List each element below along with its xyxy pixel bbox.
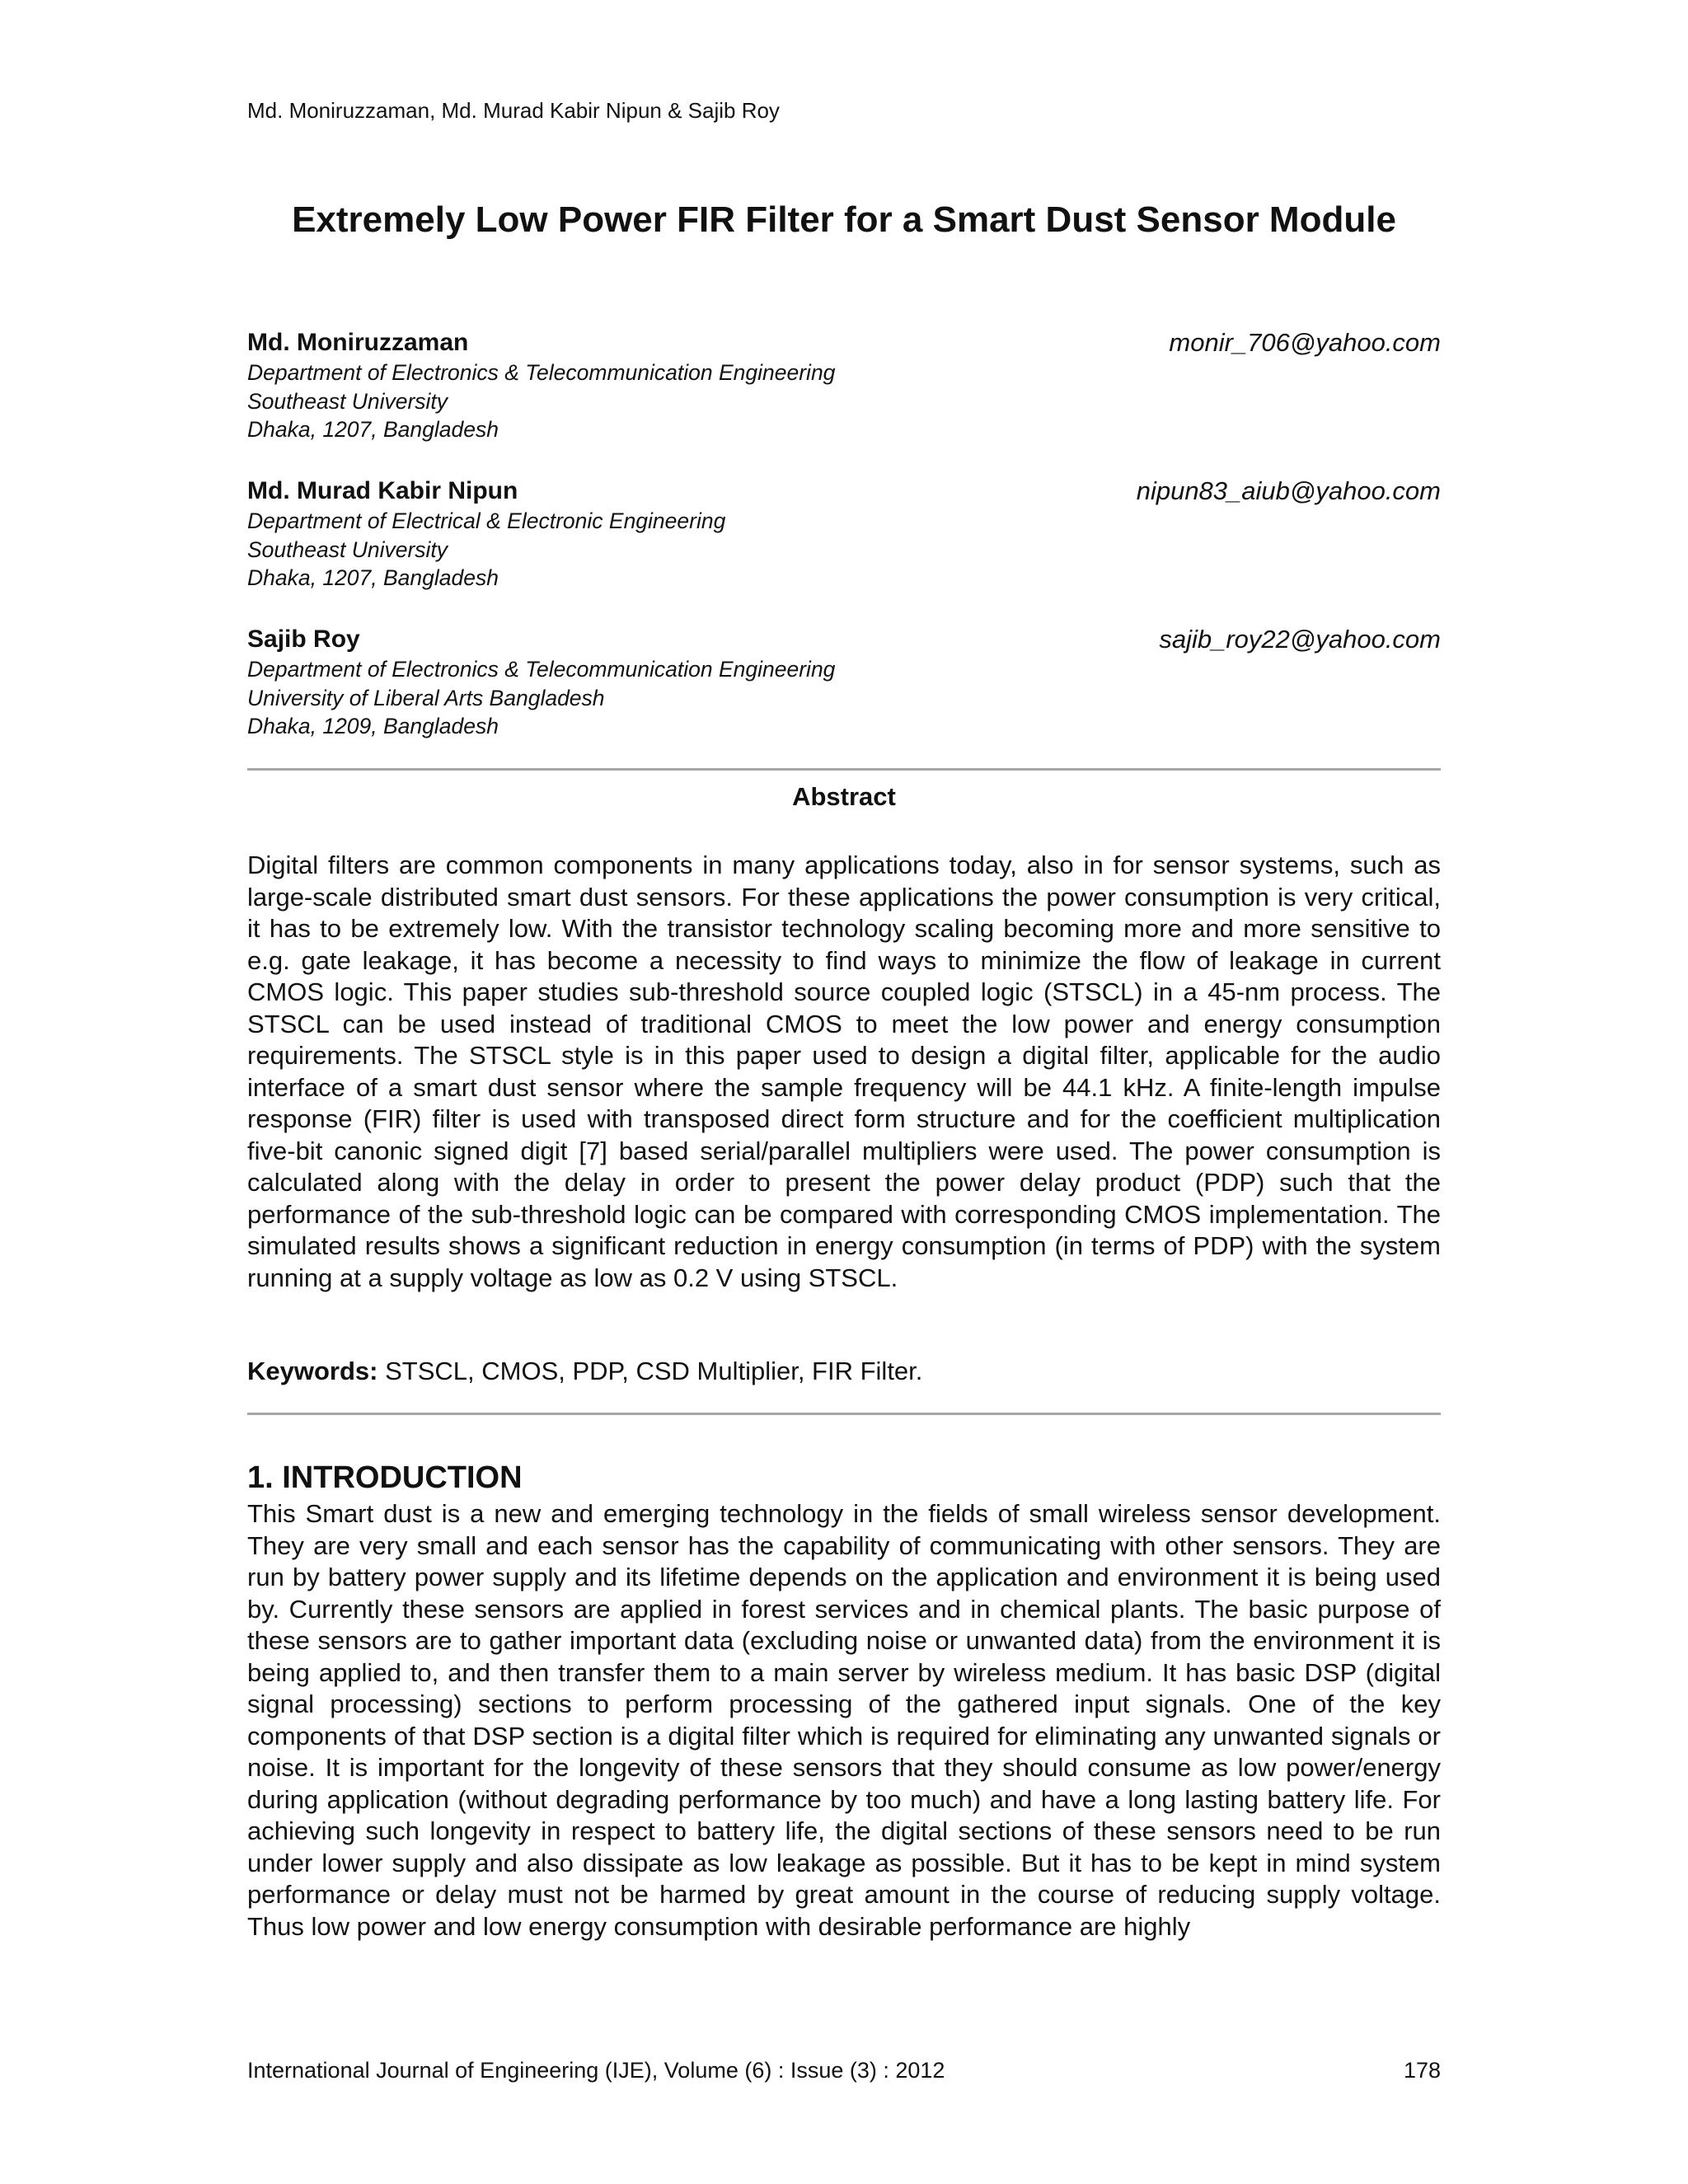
running-header: Md. Moniruzzaman, Md. Murad Kabir Nipun & Sajib Roy [247,98,780,123]
affiliation-department: Department of Electronics & Telecommunication Engineering [247,657,836,682]
footer-journal: International Journal of Engineering (IJE), Volume (6) : Issue (3) : 2012 [247,2058,945,2083]
author-name: Md. Murad Kabir Nipun [247,477,518,504]
affiliation-department: Department of Electronics & Telecommunication Engineering [247,360,836,385]
author-email[interactable]: sajib_roy22@yahoo.com [1159,625,1441,654]
keywords-line [247,1356,1441,1387]
abstract-text: Digital filters are common components in many applications today, also in for sensor systems, such as large-scale distributed smart dust sensors. For these applications the power consumption is very critical, it has to be extremely low. With the transistor technology scaling becoming more and more sensitive to e.g. gate leakage, it has become a necessity to find ways to minimize the flow of leakage in current CMOS logic. This paper studies sub-threshold source coupled logic (STSCL) in a 45-nm process. The STSCL can be used instead of traditional CMOS to meet the low power and energy consumption requirements. The STSCL style is in this paper used to design a digital filter, applicable for the audio interface of a smart dust sensor where the sample frequency will be 44.1 kHz. A finite-length impulse response (FIR) filter is used with transposed direct form structure and for the coefficient multiplication five-bit canonic signed digit [7] based serial/parallel multipliers were used. The power consumption is calculated along with the delay in order to present the power delay product (PDP) such that the performance of the sub-threshold logic can be compared with corresponding CMOS implementation. The simulated results shows a significant reduction in energy consumption (in terms of PDP) with the system running at a supply voltage as low as 0.2 V using STSCL. [247,851,1441,1292]
abstract-heading: Abstract [792,782,896,811]
keywords-text: STSCL, CMOS, PDP, CSD Multiplier, FIR Filter. [385,1357,923,1385]
affiliation-university: University of Liberal Arts Bangladesh [247,685,605,710]
author-block-2 [247,476,1441,593]
affiliation-department: Department of Electrical & Electronic Engineering [247,509,726,533]
author-block-1 [247,327,1441,444]
affiliation-university: Southeast University [247,388,448,414]
author-name: Sajib Roy [247,626,360,653]
author-email[interactable]: nipun83_aiub@yahoo.com [1136,476,1441,505]
keywords-label: Keywords: [247,1357,378,1385]
introduction-text: This Smart dust is a new and emerging technology in the fields of small wireless sensor development. They are very small and each sensor has the capability of communicating with other sensors. They are run by battery power supply and its lifetime depends on the application and environment it is being used by. Currently these sensors are applied in forest services and in chemical plants. The basic purpose of these sensors are to gather important data (excluding noise or unwanted data) from the environment it is being applied to, and then transfer them to a main server by wireless medium. It has basic DSP (digital signal processing) sections to perform processing of the gathered input signals. One of the key components of that DSP section is a digital filter which is required for eliminating any unwanted signals or noise. It is important for the longevity of these sensors that they should consume as low power/energy during application (without degrading performance by too much) and have a long lasting battery life. For achieving such longevity in respect to battery life, the digital sections of these sensors need to be run under lower supply and also dissipate as low leakage as possible. But it has to be kept in mind system performance or delay must not be harmed by great amount in the course of reducing supply voltage. Thus low power and low energy consumption with desirable performance are highly [247,1499,1441,1941]
divider-rule [247,1413,1441,1415]
author-email[interactable]: monir_706@yahoo.com [1169,328,1441,357]
footer-page-number: 178 [1403,2058,1441,2083]
section-heading-introduction: 1. INTRODUCTION [247,1460,523,1495]
paper-title: Extremely Low Power FIR Filter for a Smart Dust Sensor Module [292,199,1396,240]
affiliation-address: Dhaka, 1207, Bangladesh [247,565,499,590]
affiliation-address: Dhaka, 1207, Bangladesh [247,417,499,442]
author-block-3 [247,624,1441,741]
affiliation-university: Southeast University [247,537,448,562]
divider-rule [247,768,1441,771]
affiliation-address: Dhaka, 1209, Bangladesh [247,714,499,738]
author-name: Md. Moniruzzaman [247,329,469,356]
